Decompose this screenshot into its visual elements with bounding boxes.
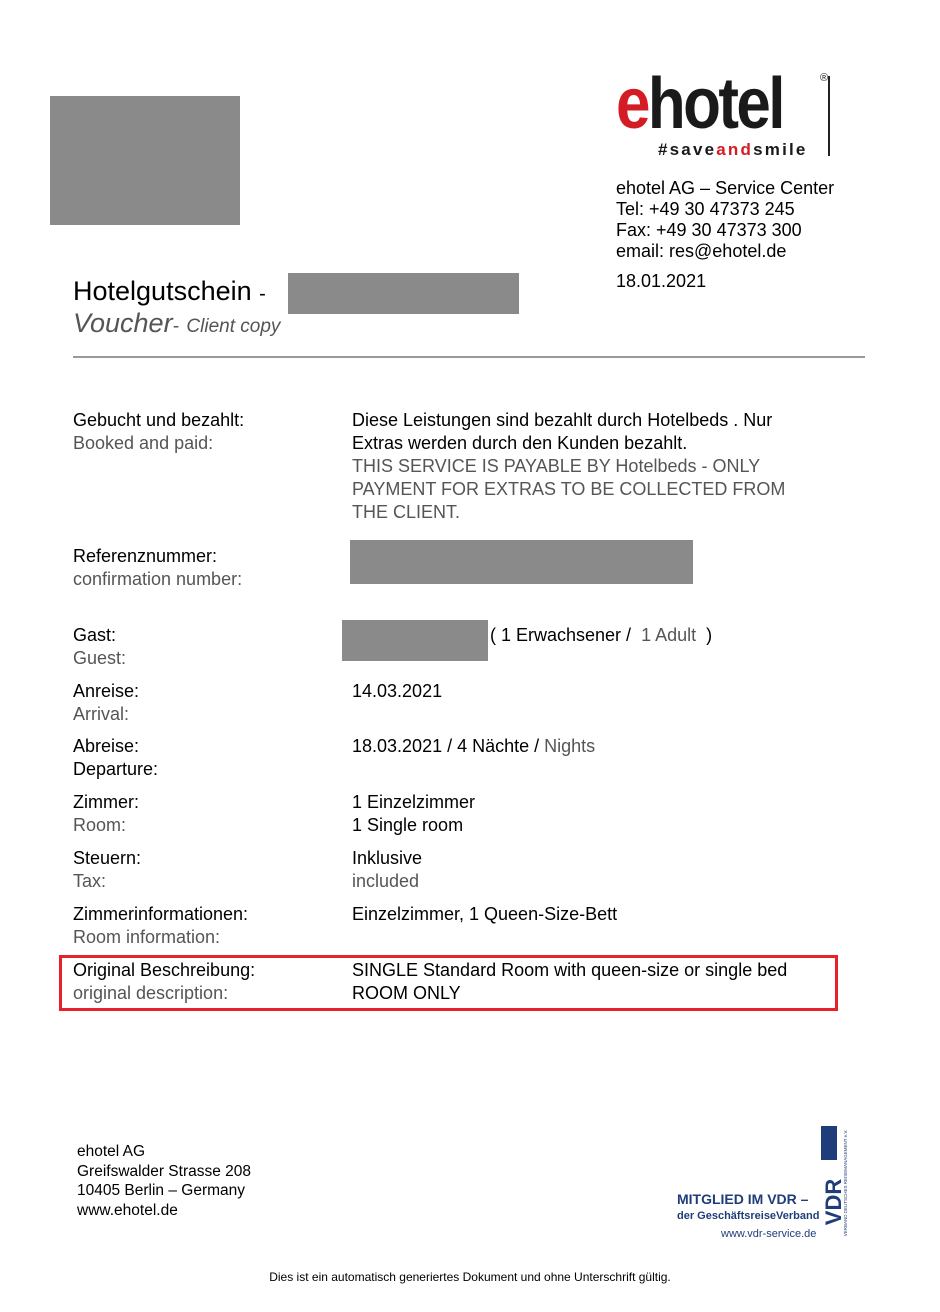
label-roominfo-en: Room information: — [73, 927, 221, 947]
label-departure-en: Departure: — [73, 759, 159, 779]
value-booked-de-2: Extras werden durch den Kunden bezahlt. — [352, 433, 688, 453]
label-tax-en: Tax: — [73, 871, 107, 891]
label-guest-de: Gast: — [73, 625, 117, 645]
label-booked-en: Booked and paid: — [73, 433, 214, 453]
label-reference-en: confirmation number: — [73, 569, 243, 589]
redacted-voucher-number — [288, 273, 519, 314]
vdr-member-text: MITGLIED IM VDR – — [677, 1191, 809, 1207]
page-title: Hotelgutschein - — [73, 276, 266, 306]
label-room-de: Zimmer: — [73, 792, 139, 812]
logo-wordmark: ehotel — [616, 64, 783, 144]
label-original-en: original description: — [73, 983, 229, 1003]
label-roominfo-de: Zimmerinformationen: — [73, 904, 249, 924]
value-booked-en-2: PAYMENT FOR EXTRAS TO BE COLLECTED FROM — [352, 479, 786, 499]
label-room-en: Room: — [73, 815, 127, 835]
label-original-de: Original Beschreibung: — [73, 960, 256, 980]
contact-fax: Fax: +49 30 47373 300 — [616, 220, 802, 240]
value-room-de: 1 Einzelzimmer — [352, 792, 476, 812]
redacted-address — [50, 96, 240, 225]
value-booked-en-3: THE CLIENT. — [352, 502, 461, 522]
document-date: 18.01.2021 — [616, 271, 707, 291]
value-roominfo: Einzelzimmer, 1 Queen-Size-Bett — [352, 904, 618, 924]
ehotel-logo — [616, 64, 832, 162]
label-arrival-en: Arrival: — [73, 704, 130, 724]
redacted-guest-name — [342, 620, 488, 661]
footer-city: 10405 Berlin – Germany — [77, 1182, 246, 1199]
value-original-1: SINGLE Standard Room with queen-size or single bed — [352, 960, 788, 980]
contact-company: ehotel AG – Service Center — [616, 178, 835, 198]
contact-block — [616, 178, 834, 262]
footer-street: Greifswalder Strasse 208 — [77, 1162, 252, 1180]
value-guest-count: ( 1 Erwachsener / 1 Adult ) — [490, 625, 713, 645]
value-tax-en: included — [352, 871, 420, 891]
label-booked-de: Gebucht und bezahlt: — [73, 410, 245, 430]
value-arrival: 14.03.2021 — [352, 681, 443, 701]
value-booked-de-1: Diese Leistungen sind bezahlt durch Hotelbeds . Nur — [352, 410, 773, 430]
label-arrival-de: Anreise: — [73, 681, 140, 701]
vdr-small-text — [843, 1126, 851, 1240]
redacted-reference-number — [350, 540, 693, 584]
label-tax-de: Steuern: — [73, 848, 142, 868]
vdr-small-caption: VERBAND DEUTSCHES REISEMANAGEMENT e.V. — [843, 1129, 848, 1237]
contact-email: email: res@ehotel.de — [616, 241, 787, 261]
value-tax-de: Inklusive — [352, 848, 423, 868]
page-subtitle: Voucher- Client copy — [73, 308, 281, 338]
label-reference-de: Referenznummer: — [73, 546, 218, 566]
title-divider — [73, 356, 865, 358]
footer-web: www.ehotel.de — [77, 1201, 178, 1219]
registered-mark: ® — [820, 72, 829, 84]
footer-company: ehotel AG — [77, 1143, 146, 1160]
vdr-url: www.vdr-service.de — [721, 1228, 817, 1240]
label-departure-de: Abreise: — [73, 736, 140, 756]
logo-divider — [828, 76, 830, 156]
contact-tel: Tel: +49 30 47373 245 — [616, 199, 795, 219]
vdr-logo-text: VDR — [821, 1178, 846, 1226]
value-original-2: ROOM ONLY — [352, 983, 461, 1003]
logo-tagline: #saveandsmile — [658, 140, 808, 159]
vdr-membership-badge — [675, 1124, 860, 1244]
disclaimer: Dies ist ein automatisch generiertes Dokument und ohne Unterschrift gültig. — [269, 1270, 671, 1284]
label-guest-en: Guest: — [73, 648, 127, 668]
footer-address — [77, 1142, 251, 1220]
vdr-association-text: der GeschäftsreiseVerband — [677, 1210, 820, 1222]
value-booked-en-1: THIS SERVICE IS PAYABLE BY Hotelbeds - ONLY — [352, 456, 761, 476]
value-room-en: 1 Single room — [352, 815, 464, 835]
value-departure: 18.03.2021 / 4 Nächte / Nights — [352, 736, 596, 756]
